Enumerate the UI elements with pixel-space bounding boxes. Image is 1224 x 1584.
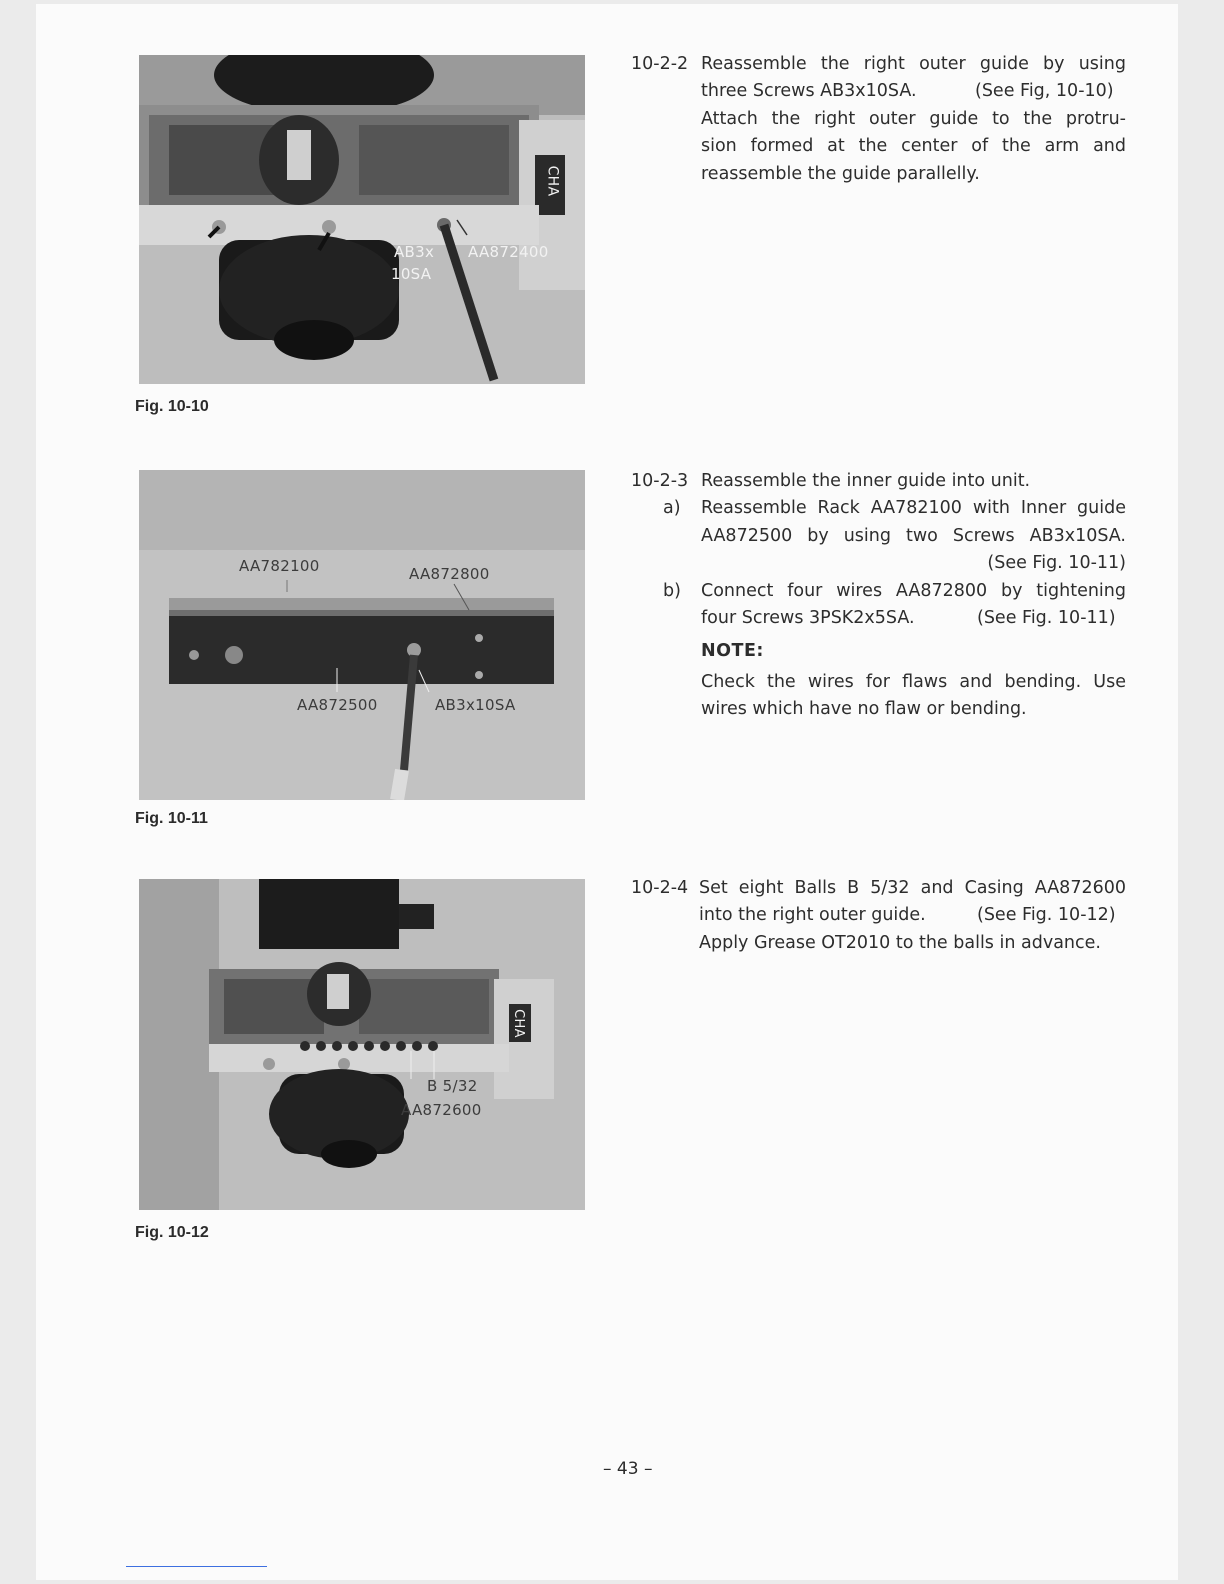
label-aa872600: AA872600: [401, 1101, 482, 1119]
note-line: Check the wires for flaws and bending. Use: [701, 672, 1126, 692]
see-figure-ref: (See Fig. 10-11): [977, 608, 1116, 628]
see-figure-ref: (See Fig. 10-11): [987, 553, 1126, 574]
item-marker-b: b): [663, 580, 681, 601]
label-aa872800: AA872800: [409, 565, 490, 583]
figure-10-10-caption: Fig. 10-10: [135, 398, 209, 415]
page-number: – 43 –: [603, 1459, 653, 1479]
label-ab3x: AB3x: [394, 243, 435, 261]
text-line: AA872500 by using two Screws AB3x10SA.: [701, 525, 1126, 546]
label-aa872500: AA872500: [297, 696, 378, 714]
note-line: wires which have no flaw or bending.: [701, 699, 1027, 720]
figure-10-11-caption: Fig. 10-11: [135, 810, 208, 827]
label-10sa: 10SA: [391, 265, 432, 283]
label-aa872400: AA872400: [468, 243, 549, 261]
section-10-2-3: [631, 468, 1131, 738]
text-line: Attach the right outer guide to the protru-: [701, 108, 1126, 129]
text-line: into the right outer guide.: [699, 905, 926, 926]
text-line: Reassemble the right outer guide by using: [701, 54, 1126, 74]
text-line: Set eight Balls B 5/32 and Casing AA872600: [699, 878, 1126, 898]
text-line: sion formed at the center of the arm and: [701, 136, 1126, 157]
text-line: Reassemble the inner guide into unit.: [701, 471, 1031, 491]
text-line: Connect four wires AA872800 by tightening: [701, 580, 1126, 601]
text-line: four Screws 3PSK2x5SA.: [701, 608, 915, 628]
figure-10-10-drawing: [139, 55, 585, 384]
text-line: three Screws AB3x10SA.: [701, 81, 917, 102]
manual-page: [36, 4, 1178, 1580]
figure-10-12-drawing: [139, 879, 585, 1210]
text-line: Apply Grease OT2010 to the balls in advance.: [699, 932, 1101, 953]
label-aa782100: AA782100: [239, 557, 320, 575]
figure-10-12-caption: Fig. 10-12: [135, 1224, 209, 1241]
section-number: 10-2-2: [631, 54, 689, 74]
label-b-5-32: B 5/32: [427, 1077, 478, 1095]
figure-10-10-photo: [139, 55, 585, 384]
note-heading: NOTE:: [701, 641, 764, 661]
arm-text-cha: CHA: [544, 165, 561, 197]
figure-10-12-photo: [139, 879, 585, 1210]
section-number: 10-2-4: [631, 878, 689, 898]
figure-10-11-photo: [139, 470, 585, 800]
section-10-2-4: [631, 875, 1131, 965]
see-figure-ref: (See Fig, 10-10): [975, 81, 1114, 102]
text-line: reassemble the guide parallelly.: [701, 163, 980, 184]
figure-10-11-drawing: [139, 470, 585, 800]
see-figure-ref: (See Fig. 10-12): [977, 905, 1116, 926]
link-underline: [126, 1566, 267, 1567]
ball-row: [300, 1041, 438, 1051]
label-ab3x10sa: AB3x10SA: [435, 696, 516, 714]
arm-text-cha-2: CHA: [510, 1009, 526, 1038]
item-marker-a: a): [663, 498, 681, 519]
text-line: Reassemble Rack AA782100 with Inner guide: [701, 498, 1126, 519]
section-number: 10-2-3: [631, 471, 689, 491]
section-10-2-2: [631, 51, 1131, 221]
